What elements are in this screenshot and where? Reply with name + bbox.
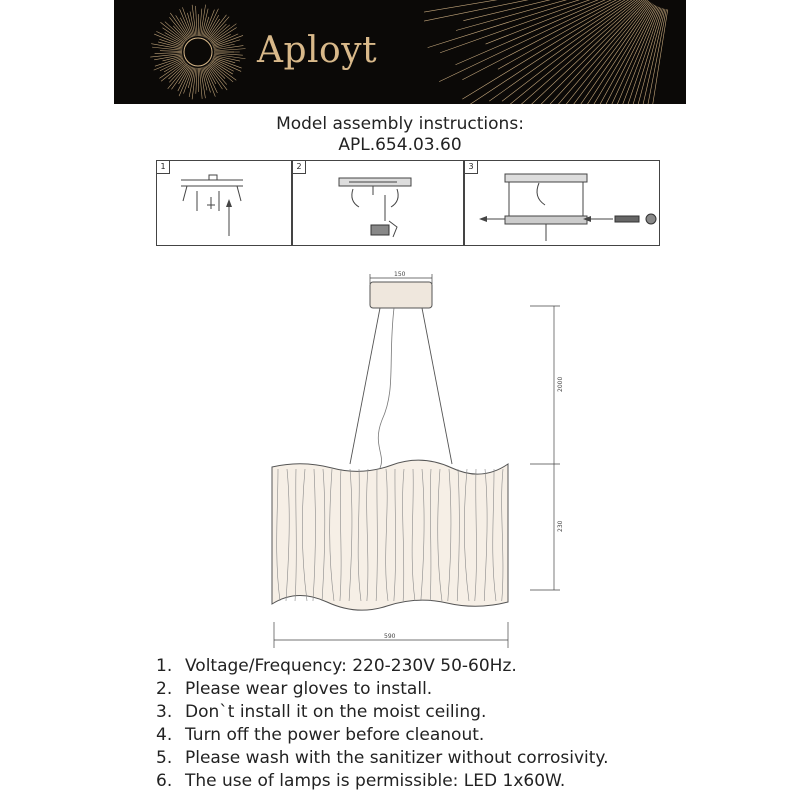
- instruction-item: 1. Voltage/Frequency: 220-230V 50-60Hz.: [156, 656, 517, 676]
- step-2-diagram: [293, 161, 465, 247]
- step-3-number: 3: [465, 161, 478, 174]
- sun-ray: [424, 0, 635, 21]
- model-number: APL.654.03.60: [338, 135, 462, 155]
- safety-instructions-list: [156, 655, 608, 793]
- sun-ray: [463, 0, 635, 21]
- sunburst-graphic: [114, 0, 686, 104]
- brand-logo-text: Aployt: [257, 30, 378, 71]
- sun-ray: [176, 15, 190, 38]
- chandelier-technical-drawing: [262, 270, 572, 655]
- instruction-item: 5. Please wash with the sanitizer without corrosivity.: [156, 748, 609, 768]
- suspension-wire-left: [350, 308, 380, 464]
- sun-ray: [439, 0, 638, 82]
- suspension-height-label: 2000: [557, 376, 564, 392]
- step-1-number: 1: [157, 161, 170, 174]
- sun-ray: [204, 67, 216, 97]
- sun-ray: [519, 0, 645, 104]
- step-1-diagram: [157, 161, 293, 247]
- sun-ray: [213, 35, 243, 46]
- sun-ray: [160, 51, 182, 52]
- instruction-item: 2. Please wear gloves to install.: [156, 679, 433, 699]
- sun-ray: [199, 68, 202, 99]
- sun-ray: [502, 0, 642, 101]
- brand-banner: [114, 0, 686, 104]
- suspension-wire-right: [422, 308, 452, 464]
- step-2-number: 2: [293, 161, 306, 174]
- step-3-diagram: [465, 161, 661, 247]
- step-2-box: [292, 160, 464, 246]
- sun-ray: [498, 0, 647, 104]
- instruction-item: 4. Turn off the power before cleanout.: [156, 725, 485, 745]
- sun-ray: [213, 34, 239, 46]
- page-title: Model assembly instructions:: [276, 114, 524, 134]
- instruction-item: 6. The use of lamps is permissible: LED 1x60W.: [156, 771, 566, 791]
- sun-ray: [150, 54, 182, 57]
- power-cord: [378, 308, 394, 468]
- sun-ray: [154, 58, 183, 70]
- sun-ray: [151, 44, 182, 50]
- sun-ray: [152, 47, 182, 50]
- sun-ray: [462, 0, 640, 99]
- sun-ray: [428, 0, 636, 48]
- canopy-width-label: 150: [394, 271, 406, 278]
- sun-ray: [455, 0, 637, 65]
- ceiling-canopy: [370, 282, 432, 308]
- shade-height-label: 230: [557, 520, 564, 532]
- sun-ring: [184, 38, 212, 66]
- sun-ray: [196, 6, 198, 36]
- sun-ray: [154, 34, 183, 46]
- step-3-box: [464, 160, 660, 246]
- sun-ray: [196, 68, 197, 94]
- fabric-shade: [272, 460, 508, 610]
- instruction-item: 3. Don`t install it on the moist ceiling.: [156, 702, 487, 722]
- sun-ray: [155, 53, 182, 54]
- step-1-box: [156, 160, 292, 246]
- shade-width-label: 590: [384, 633, 396, 640]
- sun-ray: [180, 9, 192, 37]
